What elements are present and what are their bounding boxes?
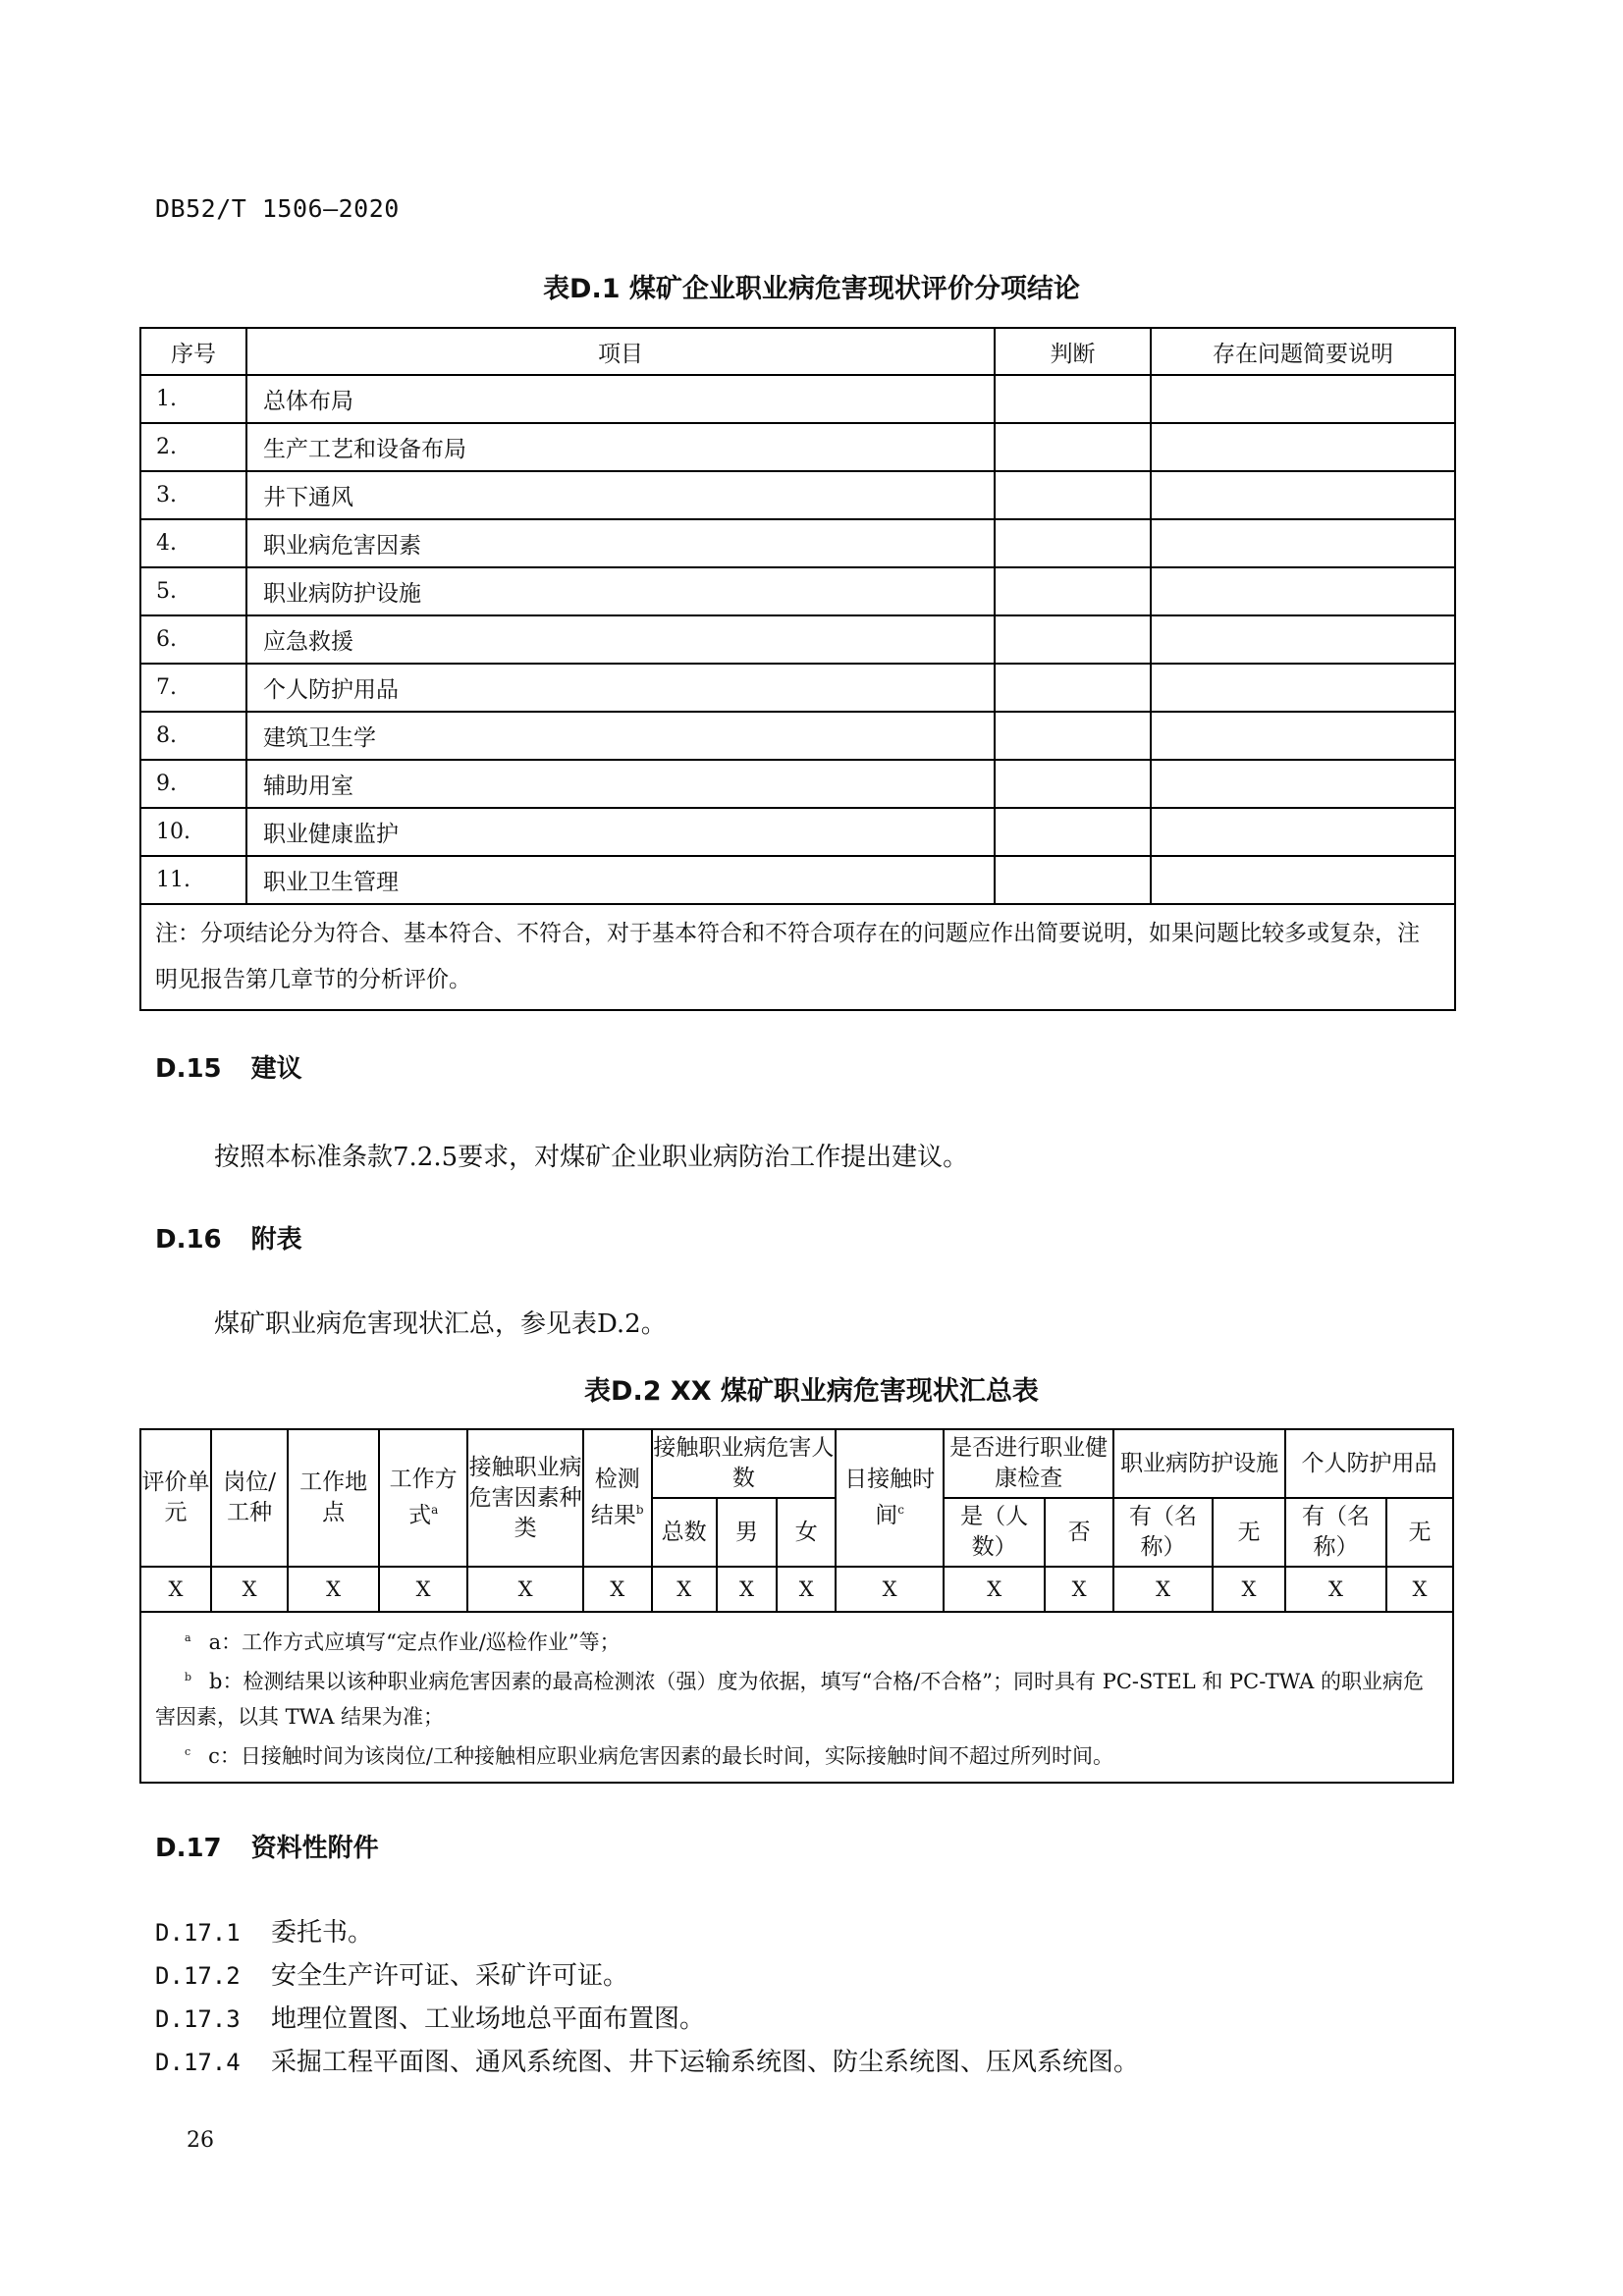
row-item: 个人防护用品 bbox=[246, 664, 995, 712]
header-unit: 评价单元 bbox=[140, 1429, 211, 1567]
attachment-text: 地理位置图、工业场地总平面布置图。 bbox=[271, 2004, 706, 2034]
x-cell: X bbox=[1113, 1567, 1213, 1612]
table-row bbox=[140, 1567, 1453, 1612]
desc-cell bbox=[1151, 471, 1455, 519]
section-d17-heading bbox=[155, 1828, 379, 1864]
table-row bbox=[140, 375, 1455, 423]
judge-cell bbox=[995, 760, 1151, 808]
header-result: 检测结果$^b$ bbox=[583, 1429, 652, 1567]
desc-cell bbox=[1151, 519, 1455, 567]
attachment-code: D.17.2 bbox=[155, 1962, 241, 1990]
header-exam-no: 否 bbox=[1045, 1498, 1113, 1567]
x-cell: X bbox=[717, 1567, 778, 1612]
header-seq: 序号 bbox=[140, 328, 246, 375]
row-num: 10. bbox=[140, 808, 246, 856]
document-code: DB52/T 1506—2020 bbox=[155, 194, 400, 223]
note-c: $^c$ c：日接触时间为该岗位/工种接触相应职业病危害因素的最长时间，实际接触时间不超过所列时间。 bbox=[185, 1744, 1114, 1768]
attachment-code: D.17.4 bbox=[155, 2049, 241, 2076]
table-d2-title: 表D.2 XX 煤矿职业病危害现状汇总表 bbox=[584, 1376, 1039, 1407]
table-row bbox=[140, 615, 1455, 664]
table-d1-title: 表D.1 煤矿企业职业病危害现状评价分项结论 bbox=[543, 274, 1080, 304]
table-row bbox=[140, 760, 1455, 808]
header-count: 接触职业病危害人数 bbox=[652, 1429, 836, 1498]
section-d15-heading bbox=[155, 1048, 302, 1085]
desc-cell bbox=[1151, 567, 1455, 615]
header-item: 项目 bbox=[246, 328, 995, 375]
row-num: 9. bbox=[140, 760, 246, 808]
header-female: 女 bbox=[777, 1498, 836, 1567]
attachment-text: 安全生产许可证、采矿许可证。 bbox=[271, 1961, 629, 1991]
judge-cell bbox=[995, 423, 1151, 471]
row-num: 8. bbox=[140, 712, 246, 760]
table-row bbox=[140, 664, 1455, 712]
row-item: 应急救援 bbox=[246, 615, 995, 664]
attachment-text: 委托书。 bbox=[271, 1918, 374, 1948]
section-title: 附表 bbox=[250, 1225, 302, 1255]
x-cell: X bbox=[1045, 1567, 1113, 1612]
header-male: 男 bbox=[717, 1498, 778, 1567]
row-item: 辅助用室 bbox=[246, 760, 995, 808]
x-cell: X bbox=[1386, 1567, 1453, 1612]
section-d16-heading bbox=[155, 1219, 302, 1255]
desc-cell bbox=[1151, 808, 1455, 856]
section-title: 建议 bbox=[250, 1054, 302, 1084]
attachment-item bbox=[155, 1955, 628, 1992]
judge-cell bbox=[995, 808, 1151, 856]
judge-cell bbox=[995, 567, 1151, 615]
table-header-row bbox=[140, 1429, 1453, 1498]
section-d16-text: 煤矿职业病危害现状汇总，参见表D.2。 bbox=[214, 1309, 667, 1339]
row-item: 总体布局 bbox=[246, 375, 995, 423]
note-b: $^b$ b：检测结果以该种职业病危害因素的最高检测浓（强）度为依据，填写“合格/不合格”；同时具有 PC-STEL 和 PC-TWA 的职业病危害因素，以其 TWA 结果为准； bbox=[155, 1670, 1424, 1729]
x-cell: X bbox=[1213, 1567, 1285, 1612]
attachment-item bbox=[155, 2042, 1139, 2078]
desc-cell bbox=[1151, 760, 1455, 808]
row-num: 7. bbox=[140, 664, 246, 712]
x-cell: X bbox=[288, 1567, 379, 1612]
table-d1-note: 注：分项结论分为符合、基本符合、不符合，对于基本符合和不符合项存在的问题应作出简要说明，如果问题比较多或复杂，注明见报告第几章节的分析评价。 bbox=[140, 904, 1455, 1010]
judge-cell bbox=[995, 375, 1151, 423]
judge-cell bbox=[995, 519, 1151, 567]
table-d2-notes bbox=[140, 1612, 1453, 1783]
judge-cell bbox=[995, 615, 1151, 664]
table-note-row bbox=[140, 904, 1455, 1010]
section-number: D.17 bbox=[155, 1834, 222, 1863]
table-row bbox=[140, 471, 1455, 519]
table-d2 bbox=[139, 1428, 1454, 1784]
header-post: 岗位/工种 bbox=[211, 1429, 288, 1567]
judge-cell bbox=[995, 856, 1151, 904]
header-total: 总数 bbox=[652, 1498, 717, 1567]
x-cell: X bbox=[777, 1567, 836, 1612]
header-judge: 判断 bbox=[995, 328, 1151, 375]
row-item: 职业健康监护 bbox=[246, 808, 995, 856]
attachment-item bbox=[155, 1912, 373, 1949]
table-notes-row bbox=[140, 1612, 1453, 1783]
x-cell: X bbox=[467, 1567, 582, 1612]
desc-cell bbox=[1151, 375, 1455, 423]
judge-cell bbox=[995, 712, 1151, 760]
header-exam-yes: 是（人数） bbox=[944, 1498, 1045, 1567]
desc-cell bbox=[1151, 615, 1455, 664]
table-row bbox=[140, 519, 1455, 567]
row-num: 1. bbox=[140, 375, 246, 423]
header-facility-no: 无 bbox=[1213, 1498, 1285, 1567]
row-num: 4. bbox=[140, 519, 246, 567]
desc-cell bbox=[1151, 423, 1455, 471]
header-ppe-yes: 有（名称） bbox=[1285, 1498, 1386, 1567]
attachment-code: D.17.1 bbox=[155, 1919, 241, 1947]
header-facility: 职业病防护设施 bbox=[1113, 1429, 1285, 1498]
table-header-row bbox=[140, 328, 1455, 375]
desc-cell bbox=[1151, 664, 1455, 712]
row-item: 职业卫生管理 bbox=[246, 856, 995, 904]
x-cell: X bbox=[836, 1567, 944, 1612]
note-a: $^a$ a：工作方式应填写“定点作业/巡检作业”等； bbox=[185, 1630, 621, 1654]
attachment-code: D.17.3 bbox=[155, 2005, 241, 2033]
table-row bbox=[140, 856, 1455, 904]
section-number: D.15 bbox=[155, 1054, 222, 1084]
table-d1 bbox=[139, 327, 1456, 1011]
x-cell: X bbox=[211, 1567, 288, 1612]
table-row bbox=[140, 808, 1455, 856]
row-item: 职业病防护设施 bbox=[246, 567, 995, 615]
judge-cell bbox=[995, 664, 1151, 712]
x-cell: X bbox=[944, 1567, 1045, 1612]
row-item: 建筑卫生学 bbox=[246, 712, 995, 760]
x-cell: X bbox=[583, 1567, 652, 1612]
row-num: 2. bbox=[140, 423, 246, 471]
x-cell: X bbox=[140, 1567, 211, 1612]
header-exam: 是否进行职业健康检查 bbox=[944, 1429, 1113, 1498]
section-number: D.16 bbox=[155, 1225, 222, 1255]
desc-cell bbox=[1151, 856, 1455, 904]
header-place: 工作地点 bbox=[288, 1429, 379, 1567]
section-title: 资料性附件 bbox=[250, 1834, 379, 1863]
header-ppe: 个人防护用品 bbox=[1285, 1429, 1453, 1498]
header-factor: 接触职业病危害因素种类 bbox=[467, 1429, 582, 1567]
judge-cell bbox=[995, 471, 1151, 519]
x-cell: X bbox=[379, 1567, 468, 1612]
row-item: 职业病危害因素 bbox=[246, 519, 995, 567]
x-cell: X bbox=[652, 1567, 717, 1612]
header-ppe-no: 无 bbox=[1386, 1498, 1453, 1567]
header-desc: 存在问题简要说明 bbox=[1151, 328, 1455, 375]
x-cell: X bbox=[1285, 1567, 1386, 1612]
row-num: 5. bbox=[140, 567, 246, 615]
attachment-text: 采掘工程平面图、通风系统图、井下运输系统图、防尘系统图、压风系统图。 bbox=[271, 2048, 1140, 2077]
row-num: 6. bbox=[140, 615, 246, 664]
table-row bbox=[140, 423, 1455, 471]
row-num: 11. bbox=[140, 856, 246, 904]
row-item: 生产工艺和设备布局 bbox=[246, 423, 995, 471]
desc-cell bbox=[1151, 712, 1455, 760]
table-row bbox=[140, 712, 1455, 760]
attachment-item bbox=[155, 1999, 705, 2035]
row-num: 3. bbox=[140, 471, 246, 519]
table-row bbox=[140, 567, 1455, 615]
row-item: 井下通风 bbox=[246, 471, 995, 519]
header-facility-yes: 有（名称） bbox=[1113, 1498, 1213, 1567]
section-d15-text: 按照本标准条款7.2.5要求，对煤矿企业职业病防治工作提出建议。 bbox=[214, 1143, 969, 1172]
header-mode: 工作方式$^a$ bbox=[379, 1429, 468, 1567]
header-time: 日接触时间$^c$ bbox=[836, 1429, 944, 1567]
page-number: 26 bbox=[187, 2128, 214, 2153]
